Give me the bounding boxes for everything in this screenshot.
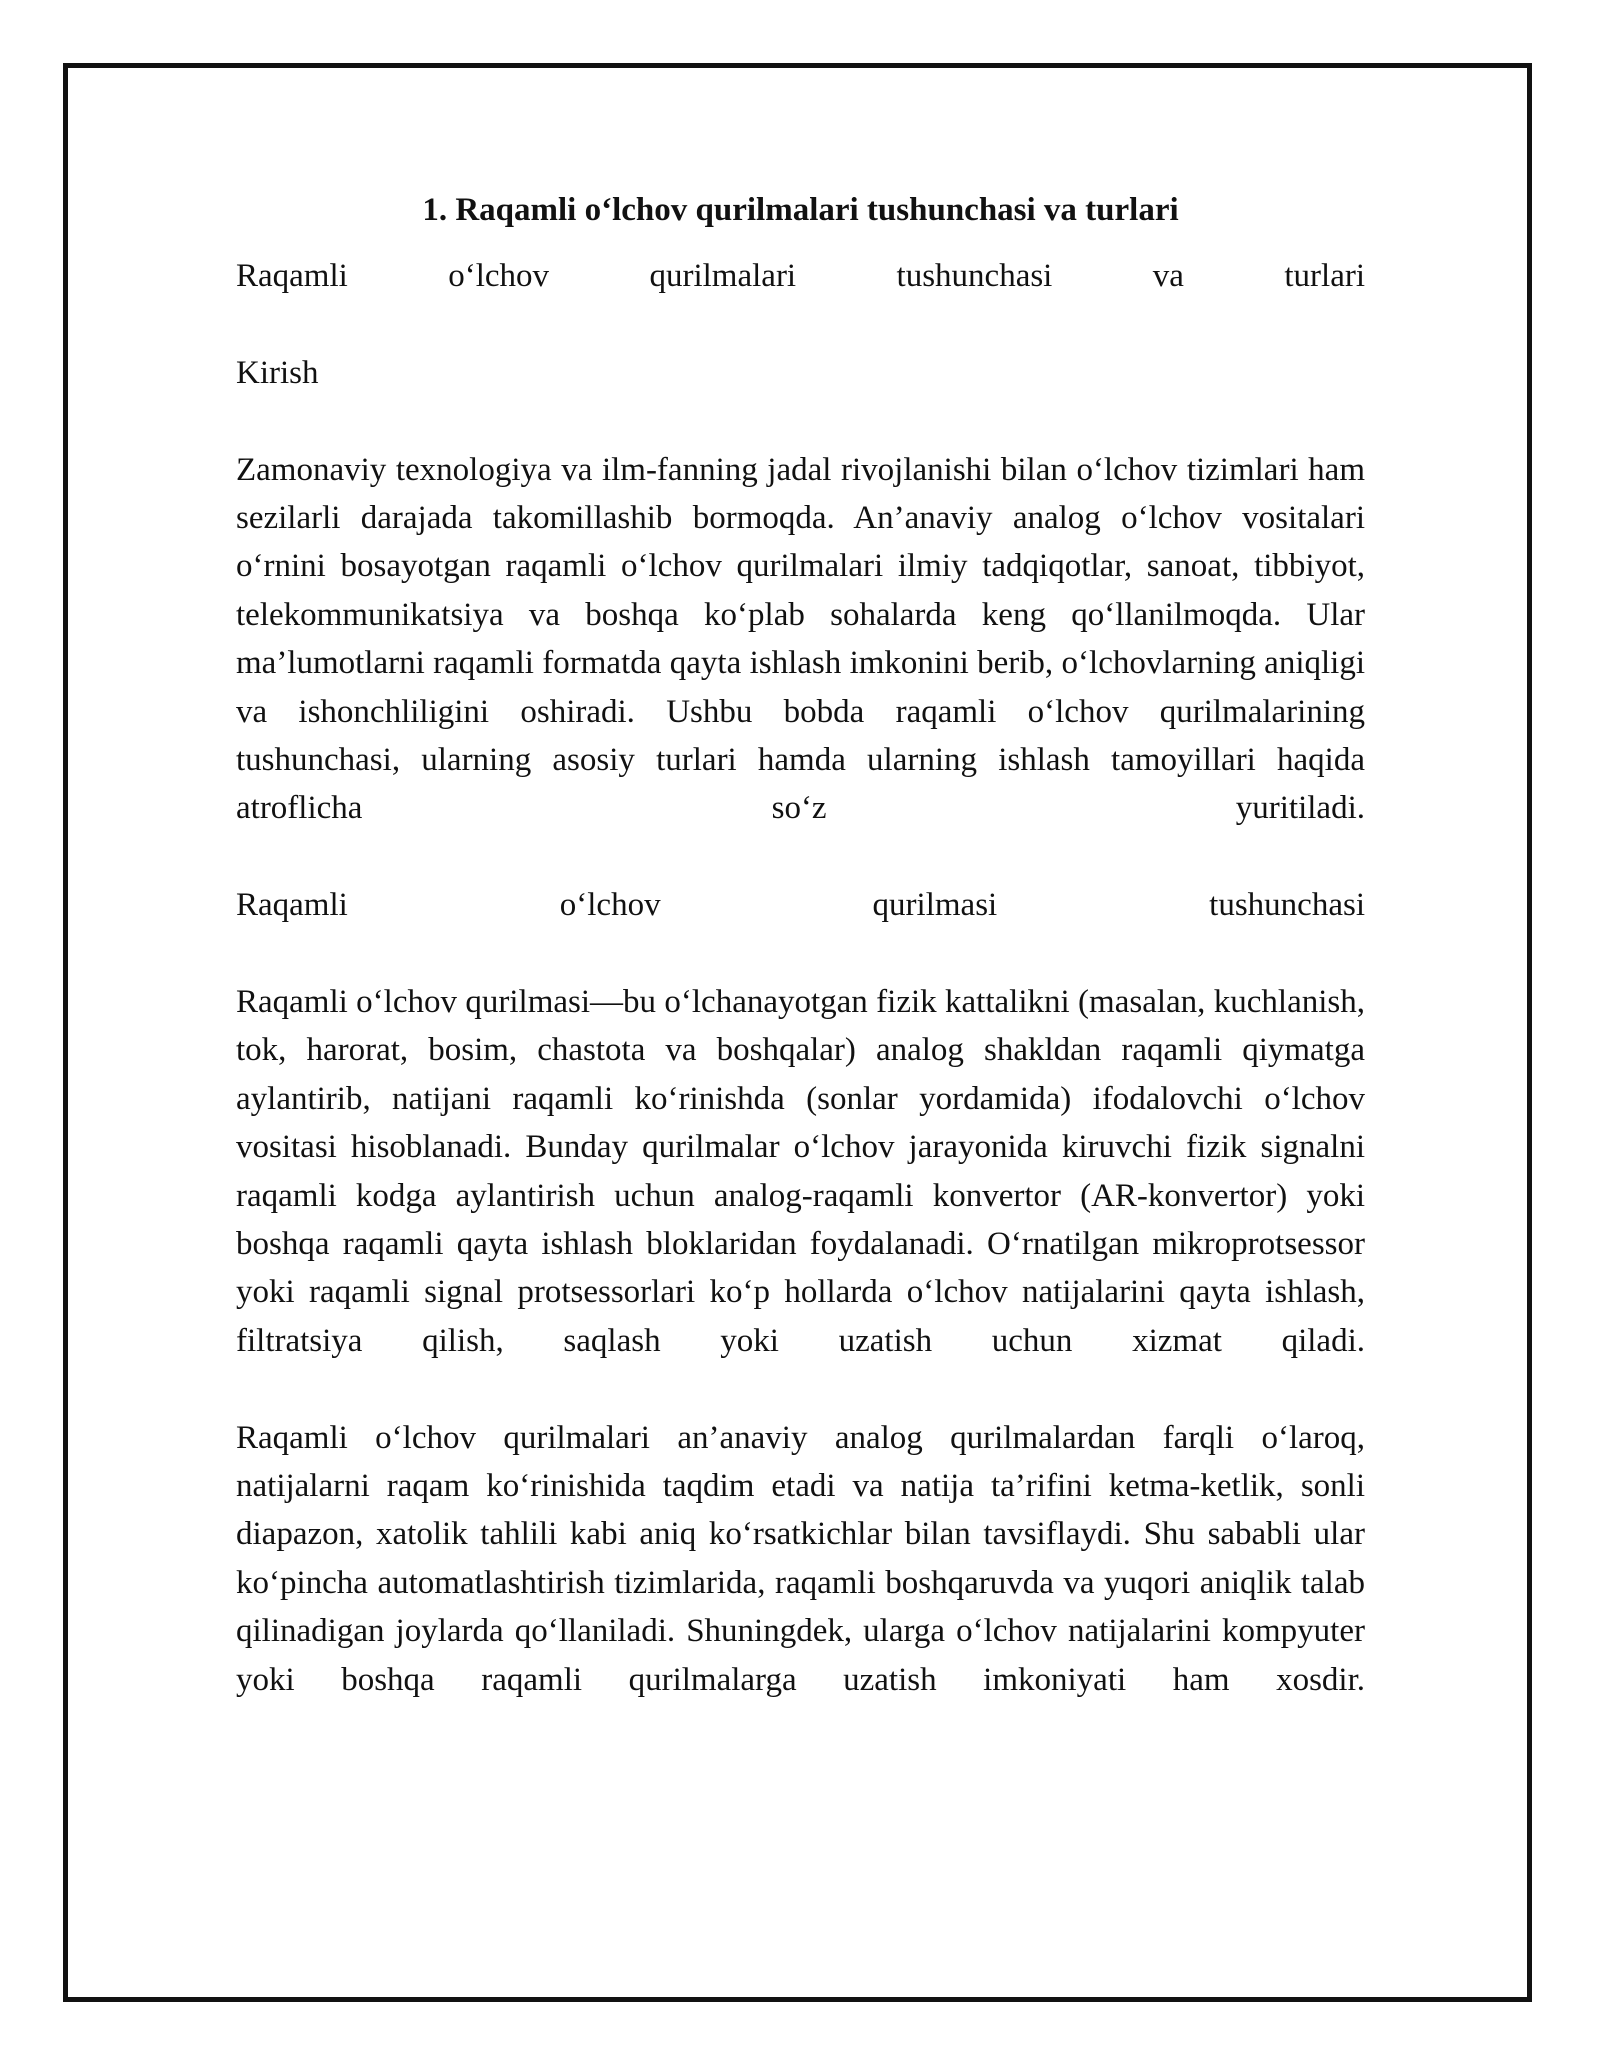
document-title: 1. Raqamli o‘lchov qurilmalari tushunchasi va turlari xyxy=(422,192,1179,228)
paragraph-gap xyxy=(236,930,1365,978)
subtitle-line: Raqamli o‘lchov qurilmalari tushunchasi va turlari xyxy=(236,258,1365,294)
section-heading: Raqamli o‘lchov qurilmasi tushunchasi xyxy=(236,887,1365,924)
paragraph-gap xyxy=(236,833,1365,881)
section-paragraph-definition: Raqamli o‘lchov qurilmasi—bu o‘lchanayotgan fizik kattalikni (masalan, kuchlanish, tok, harorat, bosim, chastota va boshqalar) analog shakldan raqamli qiymatga aylantirib, natijani raqamli ko‘rinishda (sonlar yordamida) ifodalovchi o‘lchov vositasi hisoblanadi. Bunday qurilmalar o‘lchov jarayonida kiruvchi fizik signalni raqamli kodga aylantirish uchun analog-raqamli konvertor (AR-konvertor) yoki boshqa raqamli qayta ishlash bloklaridan foydalanadi. O‘rnatilgan mikroprotsessor yoki raqamli signal protsessorlari ko‘p hollarda o‘lchov natijalarini qayta ishlash, filtratsiya qilish, saqlash yoki uzatish uchun xizmat qiladi. xyxy=(236,984,1365,1359)
paragraph-gap xyxy=(236,300,1365,348)
paragraph-gap xyxy=(236,1365,1365,1413)
intro-paragraph: Zamonaviy texnologiya va ilm-fanning jadal rivojlanishi bilan o‘lchov tizimlari ham sezilarli darajada takomillashib bormoqda. An’anaviy analog o‘lchov vositalari o‘rnini bosayotgan raqamli o‘lchov qurilmalari ilmiy tadqiqotlar, sanoat, tibbiyot, telekommunikatsiya va boshqa ko‘plab sohalarda keng qo‘llanilmoqda. Ular ma’lumotlarni raqamli formatda qayta ishlash imkonini berib, o‘lchovlarning aniqligi va ishonchliligini oshiradi. Ushbu bobda raqamli o‘lchov qurilmalarining tushunchasi, ularning asosiy turlari hamda ularning ishlash tamoyillari haqida atroflicha so‘z yuritiladi. xyxy=(236,451,1365,827)
intro-heading: Kirish xyxy=(236,354,319,391)
paragraph-gap xyxy=(236,397,1365,445)
document-body xyxy=(236,186,1365,1704)
section-paragraph-comparison: Raqamli o‘lchov qurilmalari an’anaviy analog qurilmalardan farqli o‘laroq, natijalarni raqam ko‘rinishida taqdim etadi va natija ta’rifini ketma-ketlik, sonli diapazon, xatolik tahlili kabi aniq ko‘rsatkichlar bilan tavsiflaydi. Shu sababli ular ko‘pincha automatlashtirish tizimlarida, raqamli boshqaruvda va yuqori aniqlik talab qilinadigan joylarda qo‘llaniladi. Shuningdek, ularga o‘lchov natijalarini kompyuter yoki boshqa raqamli qurilmalarga uzatish imkoniyati ham xosdir. xyxy=(236,1419,1365,1698)
